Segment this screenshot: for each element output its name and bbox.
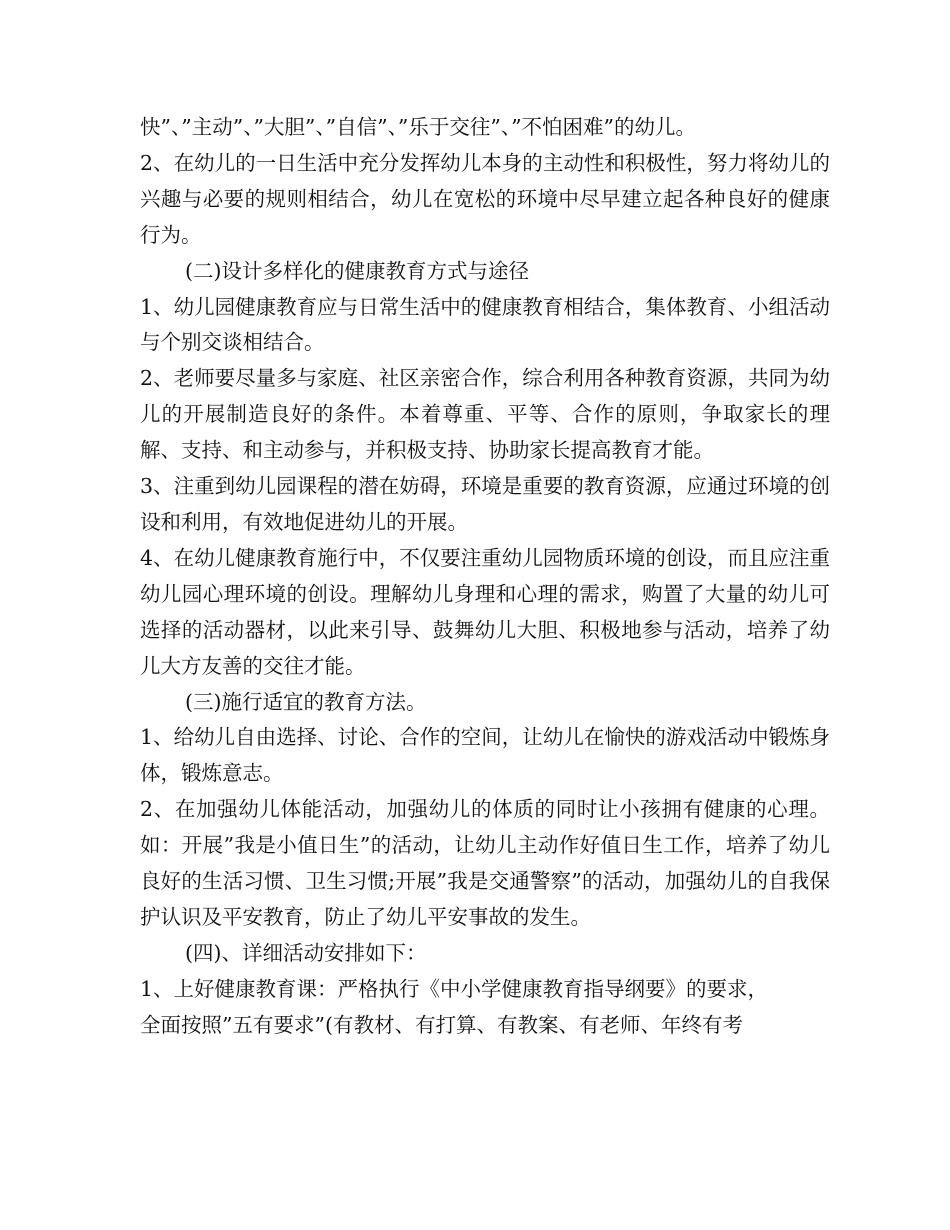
paragraph-item-2: 2、在幼儿的一日生活中充分发挥幼儿本身的主动性和积极性，努力将幼儿的兴趣与必要的规则相结合，幼儿在宽松的环境中尽早建立起各种良好的健康行为。: [140, 150, 830, 247]
document-body: [140, 110, 830, 1044]
paragraph-continuation-line: 全面按照”五有要求”(有教材、有打算、有教案、有老师、年终有考: [140, 1012, 743, 1037]
paragraph-item-2: 2、老师要尽量多与家庭、社区亲密合作，综合利用各种教育资源，共同为幼儿的开展制造良好的条件。本着尊重、平等、合作的原则，争取家长的理解、支持、和主动参与，并积极支持、协助家长提高教育才能。: [140, 366, 830, 463]
paragraph-item-1: 1、给幼儿自由选择、讨论、合作的空间，让幼儿在愉快的游戏活动中锻炼身体，锻炼意志。: [140, 725, 830, 786]
paragraph-item-1: 1、上好健康教育课：严格执行《中小学健康教育指导纲要》的要求，: [140, 976, 769, 1001]
section-heading-4: (四)、详细活动安排如下：: [185, 940, 427, 965]
paragraph-item-4: 4、在幼儿健康教育施行中，不仅要注重幼儿园物质环境的创设，而且应注重幼儿园心理环境的创设。理解幼儿身理和心理的需求，购置了大量的幼儿可选择的活动器材，以此来引导、鼓舞幼儿大胆、积极地参与活动，培养了幼儿大方友善的交往才能。: [140, 545, 830, 678]
paragraph-item-1: 1、幼儿园健康教育应与日常生活中的健康教育相结合，集体教育、小组活动与个别交谈相结合。: [140, 294, 830, 355]
paragraph-item-2: 2、在加强幼儿体能活动，加强幼儿的体质的同时让小孩拥有健康的心理。如：开展”我是小值日生”的活动，让幼儿主动作好值日生工作，培养了幼儿良好的生活习惯、卫生习惯;开展”我是交通警察”的活动，加强幼儿的自我保护认识及平安教育，防止了幼儿平安事故的发生。: [140, 797, 830, 929]
paragraph-item-3: 3、注重到幼儿园课程的潜在妨碍，环境是重要的教育资源，应通过环境的创设和利用，有效地促进幼儿的开展。: [140, 474, 830, 534]
section-heading-2: (二)设计多样化的健康教育方式与途径: [185, 258, 529, 283]
paragraph-continuation: 快”、”主动”、”大胆”、”自信”、”乐于交往”、”不怕困难”的幼儿。: [140, 115, 697, 139]
section-heading-3: (三)施行适宜的教育方法。: [185, 689, 427, 714]
